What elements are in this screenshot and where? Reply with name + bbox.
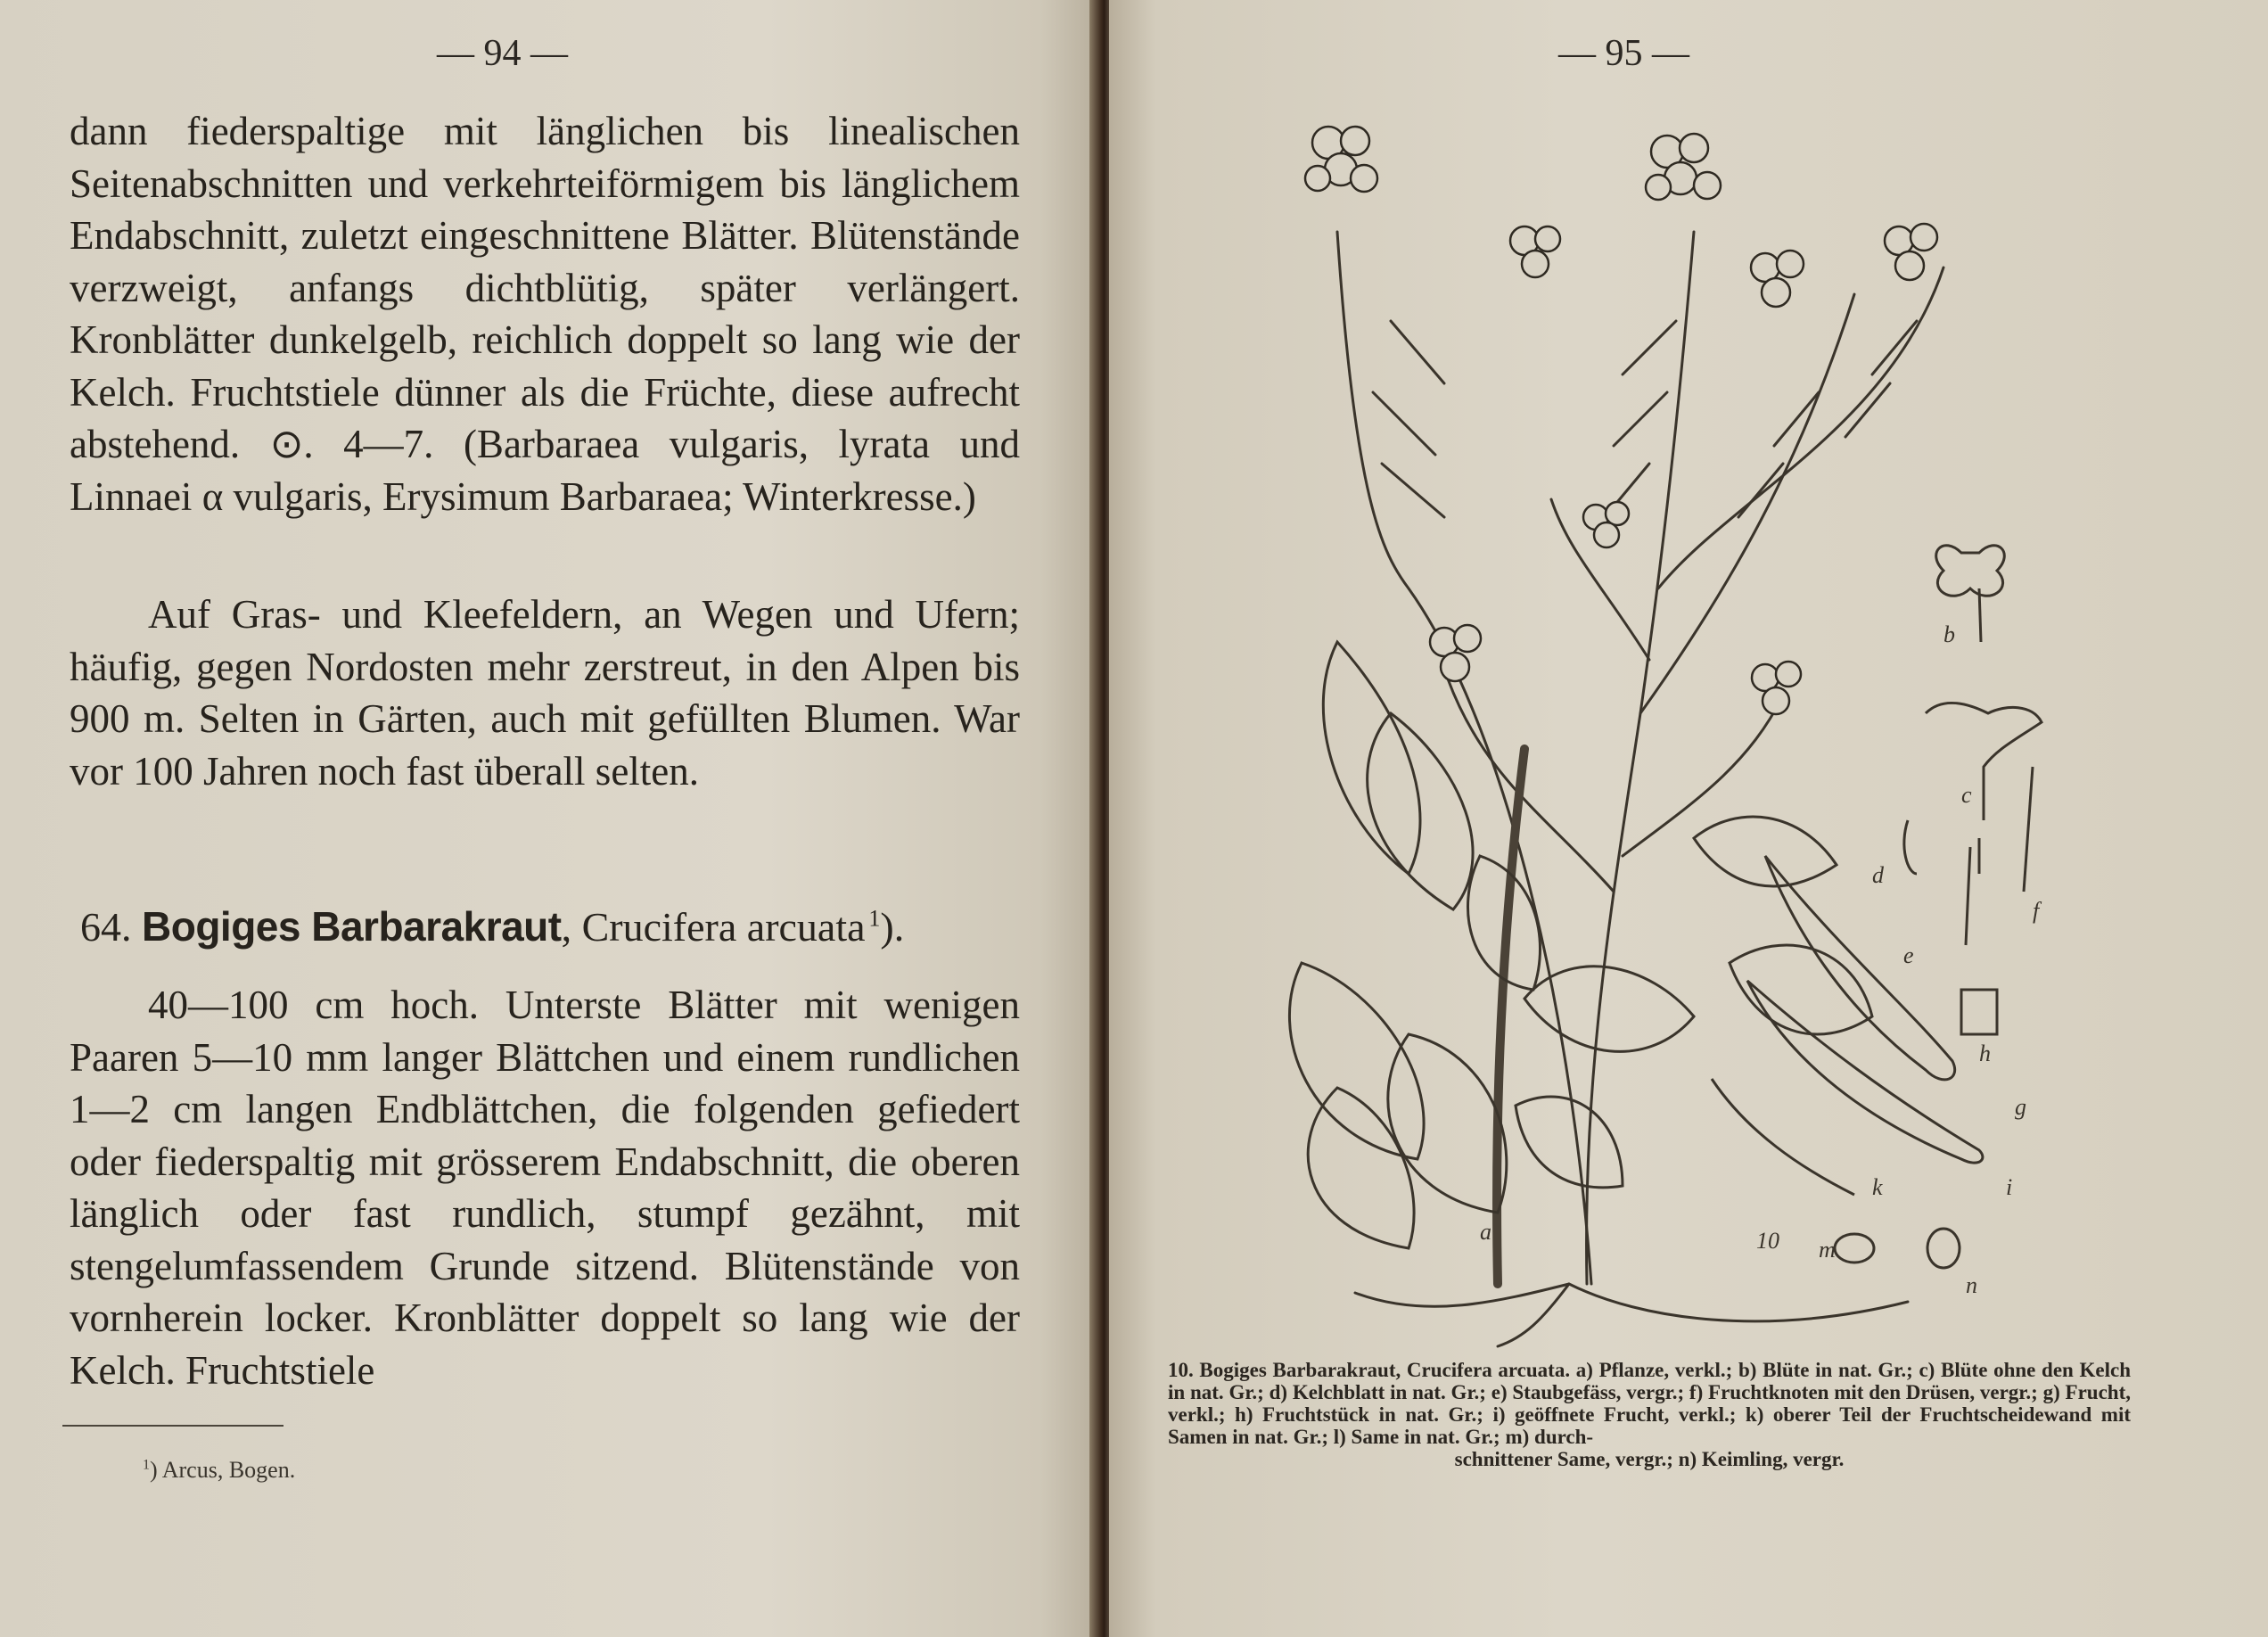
paragraph-text: 40—100 cm hoch. Unterste Blätter mit wenigen Paaren 5—10 mm langer Blättchen und einem rundlichen 1—2 cm langen Endblättchen, die folgenden gefiedert oder fiederspaltig mit grösserem Endabschnitt, die oberen länglich oder fast rundlich, stumpf gezähnt, mit stengelumfassendem Grunde sitzend. Blütenstände von vornherein locker. Kronblätter doppelt so lang wie der Kelch. Fruchtstiele [70,983,1020,1393]
leaf [1694,817,1837,886]
flower-cluster [1430,625,1481,681]
figure-label-f: f [2033,898,2040,924]
figure-label-a: a [1480,1219,1491,1245]
figure-label-e: e [1903,942,1914,968]
figure-label-m: m [1819,1237,1836,1263]
flower-cluster [1305,127,1377,192]
leaf [1289,963,1424,1159]
species-name: Bogiges Barbarakraut [142,903,562,950]
fruit-septum [1712,1079,1854,1195]
flower-cluster [1752,662,1801,714]
stamen-detail [1966,838,1979,945]
heading-end: ). [880,904,905,950]
figure-label-n: n [1966,1272,1977,1298]
species-latin: , Crucifera arcuata [561,904,866,950]
footnote-number: 1 [143,1457,150,1473]
embryo [1927,1229,1960,1268]
figure-caption [1168,1359,2131,1470]
flower-cluster [1885,224,1937,280]
sepal-detail [1904,820,1917,874]
figure-label-d: d [1872,862,1884,888]
species-heading [80,902,904,950]
figure-label-k: k [1872,1174,1883,1200]
figure-label-i: i [2006,1174,2013,1200]
flower-cluster [1583,502,1629,547]
fruit-piece [1961,990,1997,1034]
caption-text: 10. Bogiges Barbarakraut, Crucifera arcuata. a) Pflanze, verkl.; b) Blüte in nat. Gr.; c) Blüte ohne den Kelch in nat. Gr.; d) Kelchblatt in nat. Gr.; e) Staubgefäss, vergr.; f) Fruchtknoten mit den Drüsen, vergr.; g) Frucht, verkl.; h) Fruchtstück in nat. Gr.; i) geöffnete Frucht, verkl.; k) oberer Teil der Fruchtscheidewand mit Samen in nat. Gr.; l) Same in nat. Gr.; m) durch- [1168,1359,2131,1448]
footnote-divider [62,1425,284,1427]
paragraph-text: Auf Gras- und Kleefeldern, an Wegen und Ufern; häufig, gegen Nordosten mehr zerstreut, in den Alpen bis 900 m. Selten in Gärten, auch mit gefüllten Blumen. War vor 100 Jahren noch fast überall selten. [70,592,1020,794]
paragraph-description [70,105,1020,522]
flower-no-calyx [1926,703,2042,820]
footnote-text: ) Arcus, Bogen. [150,1457,296,1483]
flower-cluster [1646,134,1721,200]
seed-section [1835,1234,1874,1263]
branch-stem [1658,267,1943,588]
figure-label-c: c [1961,782,1972,808]
paragraph-text: dann fiederspaltige mit länglichen bis linealischen Seitenabschnitten und verkehrteiförmigem bis länglichem Endabschnitt, zuletzt eingeschnittene Blätter. Blütenstände verzweigt, anfangs dichtblütig, später verlängert. Kronblätter dunkelgelb, reichlich doppelt so lang wie der Kelch. Fruchtstiele dünner als die Früchte, diese aufrecht abstehend. ⊙. 4—7. (Barbaraea vulgaris, lyrata und Linnaei α vulgaris, Erysimum Barbaraea; Winterkresse.) [70,109,1020,519]
open-fruit [1747,981,1983,1163]
flower-cluster [1751,251,1804,307]
footnote-mark: 1 [868,905,881,932]
botanical-illustration [1230,89,2086,1355]
footnote [143,1457,295,1484]
figure-label-g: g [2015,1094,2026,1120]
figure-number: 10 [1756,1228,1779,1254]
leaf [1308,1088,1414,1248]
main-stem [1587,232,1694,1284]
page-number-left: — 94 — [437,33,568,74]
branch-stem [1337,232,1591,1284]
flower-detail [1936,546,2005,596]
leaf [1516,1097,1623,1188]
left-page [0,0,1095,1637]
caption-last-line: schnittener Same, vergr.; n) Keimling, vergr. [1454,1448,1845,1470]
leaf [1388,1034,1507,1213]
paragraph-habitat [70,588,1020,797]
page-number-right: — 95 — [1558,33,1689,74]
flower-cluster [1510,226,1560,277]
figure-label-b: b [1943,621,1955,647]
species-number: 64. [80,904,132,950]
paragraph-species-description [70,979,1020,1396]
ovary-detail [2024,767,2033,892]
leaf [1323,642,1420,874]
figure-label-h: h [1979,1041,1991,1066]
